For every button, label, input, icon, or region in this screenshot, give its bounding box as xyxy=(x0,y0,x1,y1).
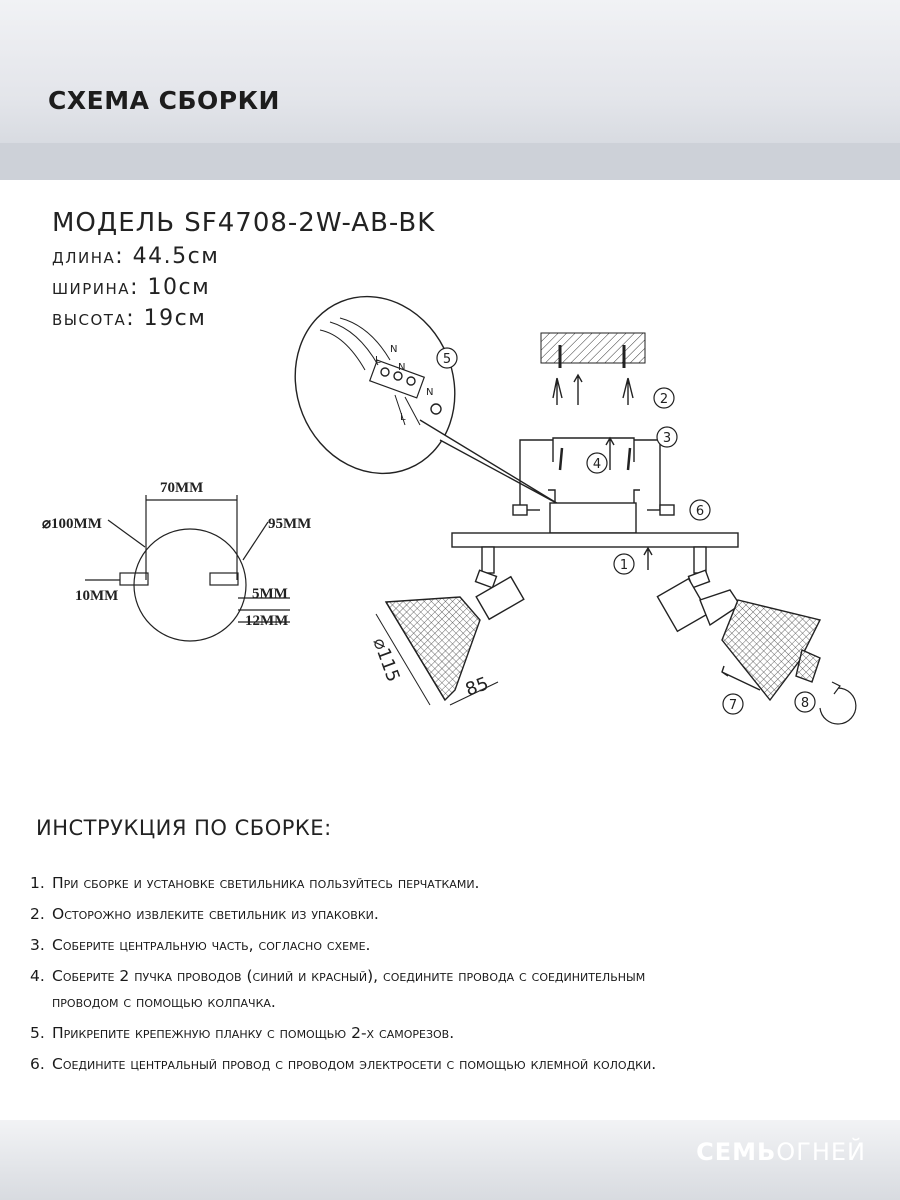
dim-slot-right-b-label: 12MM xyxy=(245,613,289,629)
left-spot xyxy=(376,570,524,705)
instruction-item: 3. Соберите центральную часть, согласно схеме. xyxy=(30,936,371,954)
svg-text:N: N xyxy=(398,362,406,373)
instruction-item: 4. Соберите 2 пучка проводов (синий и красный), соедините провода с соединительным проводом с помощью колпачка. xyxy=(30,967,646,1011)
right-spot xyxy=(657,570,855,724)
ceiling-block xyxy=(541,333,645,368)
callout-8: 8 xyxy=(800,696,810,711)
spec-width-label: ширина: xyxy=(52,275,139,300)
instruction-item: 5. Прикрепите крепежную планку с помощью 2-х саморезов. xyxy=(30,1024,455,1042)
shade-length-label: 85 xyxy=(462,673,492,701)
spec-height-label: высота: xyxy=(52,306,136,331)
callout-6: 6 xyxy=(695,504,705,519)
dim-slot-left-label: 10MM xyxy=(75,588,119,604)
spec-length-value: 44.5см xyxy=(132,244,220,269)
callout-4: 4 xyxy=(592,457,602,472)
svg-text:N: N xyxy=(426,387,434,398)
dim-span-label: 70MM xyxy=(160,480,204,496)
callout-1: 1 xyxy=(619,558,629,573)
callout-7: 7 xyxy=(728,698,738,713)
mounting-bracket xyxy=(520,438,660,510)
instruction-item: 1. При сборке и установке светильника пользуйтесь перчатками. xyxy=(30,874,480,892)
callout-2: 2 xyxy=(659,392,669,407)
instruction-item: 6. Соедините центральный провод с проводом электросети с помощью клемной колодки. xyxy=(30,1055,657,1073)
model-name: МОДЕЛЬ SF4708-2W-AB-BK xyxy=(52,208,436,238)
canopy-slot-right xyxy=(210,573,238,585)
brand-logo: СЕМЬОГНЕЙ xyxy=(696,1138,866,1166)
spec-width-value: 10см xyxy=(147,275,211,300)
svg-text:L: L xyxy=(375,355,381,366)
dim-slot-right-a-label: 5MM xyxy=(252,586,288,602)
page-title: СХЕМА СБОРКИ xyxy=(48,86,280,115)
svg-text:L: L xyxy=(400,412,406,423)
instruction-item: 2. Осторожно извлеките светильник из упаковки. xyxy=(30,905,379,923)
wiring-detail-bubble xyxy=(269,272,560,505)
spec-height-value: 19см xyxy=(143,306,207,331)
spec-length-label: длина: xyxy=(52,244,125,269)
shade-diameter-label: ⌀115 xyxy=(368,635,404,685)
callout-5: 5 xyxy=(442,352,452,367)
instructions-list xyxy=(30,870,880,1082)
dim-diameter-label: ⌀100MM xyxy=(42,516,102,532)
svg-text:N: N xyxy=(390,344,398,355)
wall-plugs xyxy=(553,375,633,405)
dim-right-label: 95MM xyxy=(268,516,312,532)
callout-3: 3 xyxy=(662,431,672,446)
instructions-title: ИНСТРУКЦИЯ ПО СБОРКЕ: xyxy=(36,816,332,840)
